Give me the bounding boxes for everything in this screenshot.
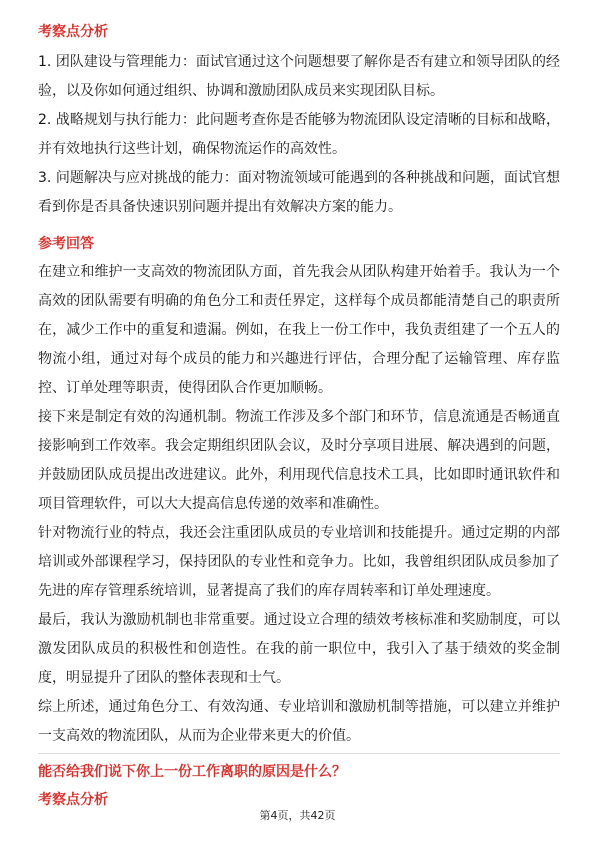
answer-paragraph-5: 综上所述，通过角色分工、有效沟通、专业培训和激励机制等措施，可以建立并维护一支高效的物流团队，从而为企业带来更大的价值。 [38,699,560,744]
document-page [38,22,560,751]
section-heading-analysis: 考察点分析 [38,24,108,40]
analysis-point-3: 3. 问题解决与应对挑战的能力：面对物流领域可能遇到的各种挑战和问题，面试官想看到你是否具备快速识别问题并提出有效解决方案的能力。 [38,170,560,215]
analysis-point-2: 2. 战略规划与执行能力：此问题考查你是否能够为物流团队设定清晰的目标和战略，并有效地执行这些计划，确保物流运作的高效性。 [38,112,560,157]
next-question: 能否给我们说下你上一份工作离职的原因是什么？ [38,764,346,780]
page-number-footer: 第4页，共42页 [259,809,336,822]
answer-paragraph-3: 针对物流行业的特点，我还会注重团队成员的专业培训和技能提升。通过定期的内部培训或外部课程学习，保持团队的专业性和竞争力。比如，我曾组织团队成员参加了先进的库存管理系统培训，显著提高了我们的库存周转率和订单处理速度。 [38,525,560,599]
section-heading-reference-answer: 参考回答 [38,236,94,252]
next-section-heading: 考察点分析 [38,792,108,808]
section-divider [38,753,560,754]
answer-paragraph-2: 接下来是制定有效的沟通机制。物流工作涉及多个部门和环节，信息流通是否畅通直接影响到工作效率。我会定期组织团队会议，及时分享项目进展、解决遇到的问题，并鼓励团队成员提出改进建议。此外，利用现代信息技术工具，比如即时通讯软件和项目管理软件，可以大大提高信息传递的效率和准确性。 [38,409,560,512]
answer-paragraph-4: 最后，我认为激励机制也非常重要。通过设立合理的绩效考核标准和奖励制度，可以激发团队成员的积极性和创造性。在我的前一职位中，我引入了基于绩效的奖金制度，明显提升了团队的整体表现和士气。 [38,612,560,686]
analysis-point-1: 1. 团队建设与管理能力：面试官通过这个问题想要了解你是否有建立和领导团队的经验，以及你如何通过组织、协调和激励团队成员来实现团队目标。 [38,54,560,99]
answer-paragraph-1: 在建立和维护一支高效的物流团队方面，首先我会从团队构建开始着手。我认为一个高效的团队需要有明确的角色分工和责任界定，这样每个成员都能清楚自己的职责所在，减少工作中的重复和遗漏。例如，在我上一份工作中，我负责组建了一个五人的物流小组，通过对每个成员的能力和兴趣进行评估，合理分配了运输管理、库存监控、订单处理等职责，使得团队合作更加顺畅。 [38,264,560,396]
